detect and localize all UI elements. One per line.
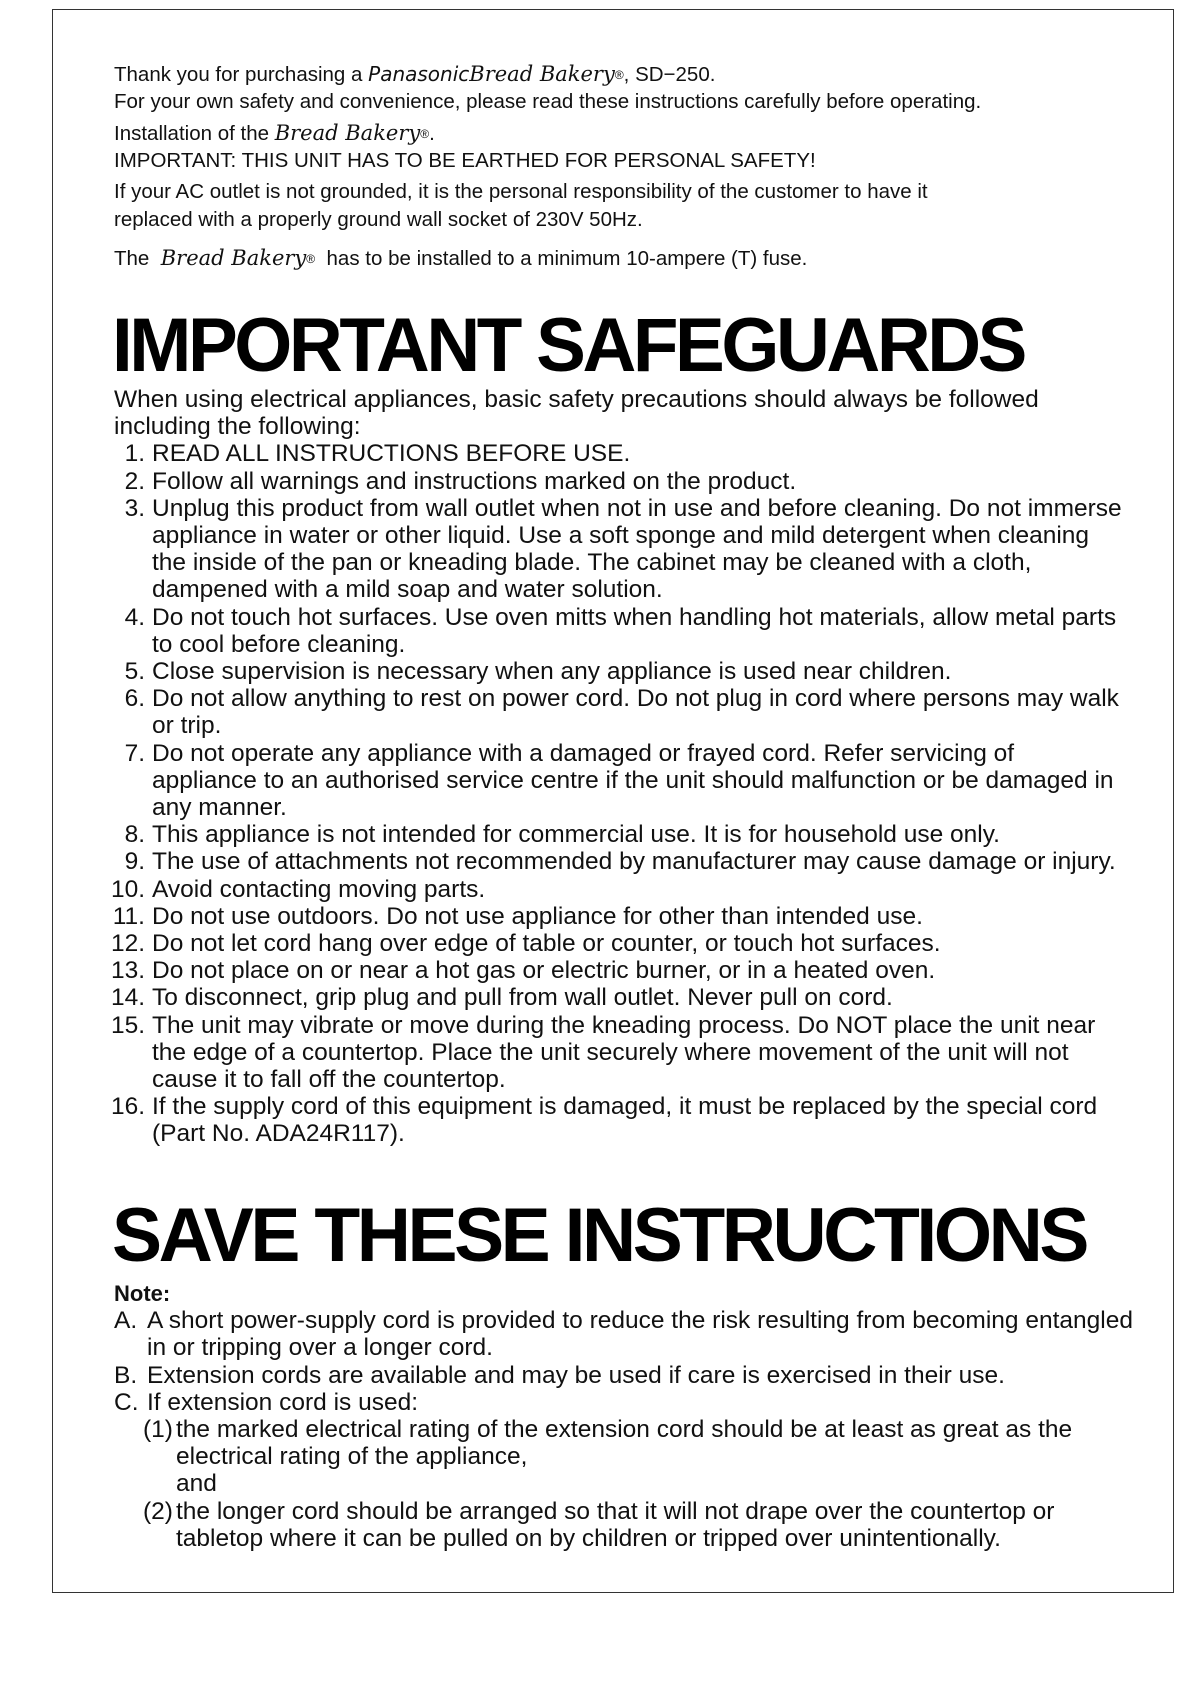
list-item: [114, 495, 1124, 604]
list-item: [114, 440, 1124, 467]
item-text: Unplug this product from wall outlet when not in use and before cleaning. Do not immerse appliance in water or other liquid. Use a soft sponge and mild detergent when cleaning the inside of the pan or kneading blade. The cabinet may be cleaned with a cloth, dampened with a mild soap and water solution.: [152, 494, 1122, 604]
item-number: 6.: [124, 685, 145, 713]
list-item: [114, 821, 1124, 848]
item-number: 16.: [110, 1093, 145, 1121]
note-text: If extension cord is used:: [147, 1388, 419, 1416]
item-text: Follow all warnings and instructions marked on the product.: [152, 467, 797, 495]
item-number: 2.: [124, 467, 145, 495]
intro-line-5: If your AC outlet is not grounded, it is the personal responsibility of the customer to have it: [114, 180, 928, 203]
item-number: 9.: [124, 848, 145, 876]
note-label: Note:: [114, 1281, 171, 1306]
item-number: 3.: [124, 494, 145, 522]
list-item: [110, 1093, 1124, 1148]
intro-line-3: [114, 121, 435, 146]
item-number: 13.: [110, 957, 145, 985]
intro-line-6: replaced with a properly ground wall socket of 230V 50Hz.: [114, 208, 643, 231]
list-item: [110, 984, 1124, 1012]
note-text: A short power-supply cord is provided to reduce the risk resulting from becoming entangled in or tripping over a longer cord.: [147, 1307, 1133, 1362]
note-letter: A.: [114, 1307, 138, 1335]
intro-line-1: [114, 62, 715, 87]
item-text: If the supply cord of this equipment is damaged, it must be replaced by the special cord (Part No. ADA24R117).: [152, 1093, 1098, 1148]
item-text: Do not use outdoors. Do not use appliance for other than intended use.: [152, 902, 923, 930]
intro-line-4: IMPORTANT: THIS UNIT HAS TO BE EARTHED FOR PERSONAL SAFETY!: [114, 149, 816, 172]
product-name-script: Bread Bakery: [274, 121, 421, 145]
item-text: This appliance is not intended for commercial use. It is for household use only.: [152, 821, 1000, 849]
note-letter: C.: [114, 1388, 139, 1416]
sub-text: the longer cord should be arranged so that it will not drape over the countertop or tabletop where it can be pulled on by children or tripped over unintentionally.: [176, 1497, 1055, 1552]
item-text: To disconnect, grip plug and pull from wall outlet. Never pull on cord.: [152, 984, 893, 1012]
item-text: Close supervision is necessary when any appliance is used near children.: [152, 658, 952, 686]
fuse-text: has to be installed to a minimum 10-ampere (T) fuse.: [326, 247, 808, 270]
sub-letter: (2): [143, 1497, 173, 1525]
note-sub-item-1: [114, 1416, 1134, 1470]
item-text: Do not place on or near a hot gas or electric burner, or in a heated oven.: [152, 957, 936, 985]
registered-mark: ®: [306, 252, 316, 266]
item-text: READ ALL INSTRUCTIONS BEFORE USE.: [152, 440, 631, 468]
list-item: [114, 848, 1124, 875]
note-item-c: [114, 1389, 1134, 1416]
intro-thanks-text: Thank you for purchasing a: [114, 63, 363, 86]
sub-text: the marked electrical rating of the extension cord should be at least as great as the electrical rating of the appliance,: [176, 1416, 1073, 1471]
item-number: 7.: [124, 739, 145, 767]
item-number: 12.: [110, 930, 145, 958]
item-text: Do not allow anything to rest on power cord. Do not plug in cord where persons may walk or trip.: [152, 685, 1119, 740]
list-item: [114, 685, 1124, 739]
model-number: , SD−250.: [623, 63, 716, 86]
item-text: Do not let cord hang over edge of table or counter, or touch hot surfaces.: [152, 930, 941, 958]
fuse-text-prefix: The: [114, 247, 150, 270]
item-number: 15.: [110, 1011, 145, 1039]
note-sub-item-2: [114, 1498, 1134, 1552]
note-item-b: [114, 1362, 1134, 1389]
item-text: Do not touch hot surfaces. Use oven mitts when handling hot materials, allow metal parts to cool before cleaning.: [152, 603, 1117, 658]
list-item: [110, 957, 1124, 985]
product-name-script: Bread Bakery: [469, 62, 615, 86]
notes-section: [114, 1280, 1134, 1552]
note-and: and: [176, 1470, 217, 1498]
list-item: [114, 468, 1124, 495]
list-item: [110, 875, 1124, 903]
period: .: [429, 122, 435, 145]
installation-text: Installation of the: [114, 122, 269, 145]
item-text: Do not operate any appliance with a damaged or frayed cord. Refer servicing of appliance to an authorised service centre if the unit should malfunction or be damaged in any manner.: [152, 739, 1114, 822]
registered-mark: ®: [614, 68, 624, 82]
list-item: [110, 930, 1124, 958]
registered-mark: ®: [420, 127, 430, 141]
item-number: 11.: [112, 902, 145, 930]
note-text: Extension cords are available and may be used if care is exercised in their use.: [147, 1361, 1005, 1389]
item-number: 4.: [124, 603, 145, 631]
item-number: 5.: [124, 658, 145, 686]
item-number: 10.: [110, 875, 145, 903]
item-number: 1.: [124, 440, 145, 468]
heading-important-safeguards: IMPORTANT SAFEGUARDS: [112, 303, 1024, 388]
brand-name: Panasonic: [368, 62, 470, 86]
list-item: [114, 658, 1124, 685]
note-item-a: [114, 1307, 1134, 1361]
product-name-script: Bread Bakery: [160, 246, 307, 270]
item-text: Avoid contacting moving parts.: [152, 875, 486, 903]
list-item: [114, 903, 1124, 930]
note-letter: B.: [114, 1361, 138, 1389]
item-text: The unit may vibrate or move during the kneading process. Do NOT place the unit near the edge of a countertop. Place the unit securely where movement of the unit will not cause it to fall off the countertop.: [152, 1011, 1096, 1094]
safeguards-list: [110, 386, 1124, 1148]
heading-save-these-instructions: SAVE THESE INSTRUCTIONS: [112, 1193, 1086, 1278]
safeguards-lead: When using electrical appliances, basic safety precautions should always be followed including the following:: [114, 386, 1039, 441]
list-item: [110, 1011, 1124, 1094]
item-number: 14.: [110, 984, 145, 1012]
list-item: [114, 604, 1124, 658]
sub-letter: (1): [143, 1416, 173, 1444]
item-number: 8.: [124, 821, 145, 849]
intro-line-7: [114, 246, 807, 271]
item-text: The use of attachments not recommended by manufacturer may cause damage or injury.: [152, 848, 1116, 876]
intro-line-2: For your own safety and convenience, please read these instructions carefully before operating.: [114, 90, 982, 113]
list-item: [114, 740, 1124, 822]
